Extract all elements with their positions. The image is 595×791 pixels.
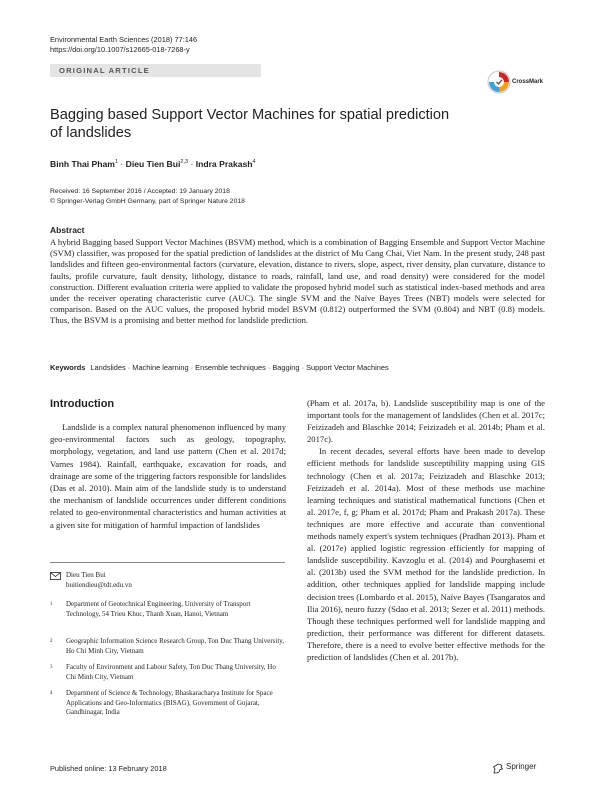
intro-paragraph: Landslide is a complex natural phenomenon influenced by many geo-environmental factors such as geology, topography, morphology, vegetation, and land use pattern (Chen et al. 2017d; Varnes 1984). Rainfall, earthquake, excavation for roads, and drainage are some of the triggering factors responsible for landslides (Das et al. 2010). Main aim of the landslide study is to understand the mechanism of landslide occurrences under different conditions related to geo-environmental characteristics and human activities at a given site for mitigation of harmful impaction of landslides bbox=[50, 422, 287, 530]
affiliation-text: Department of Science & Technology, Bhaskaracharya Institute for Space Applications and Geo-Informatics (BISAG), Government of Gujarat, Gandhinagar, India bbox=[66, 689, 273, 717]
springer-horse-icon bbox=[492, 763, 504, 774]
keywords bbox=[50, 363, 389, 373]
affiliation-text: Geographic Information Science Research Group, Ton Duc Thang University, Ho Chi Minh City, Vietnam bbox=[66, 637, 285, 655]
abstract-heading: Abstract bbox=[50, 225, 85, 235]
author-affiliation-marker: 4 bbox=[252, 159, 256, 165]
corresponding-author-name: Dieu Tien Bui bbox=[66, 571, 106, 579]
intro-paragraph: (Pham et al. 2017a, b). Landslide susceptibility map is one of the important tools for the management of landslides (Chen et al. 2017c; Feizizadeh and Blaschke 2014; Feizizadeh et al. 2014b; Pham et al. 2017c). bbox=[307, 398, 545, 445]
article-type-label: ORIGINAL ARTICLE bbox=[59, 66, 150, 75]
title-line-2: of landslides bbox=[50, 125, 132, 141]
intro-column-right bbox=[307, 397, 545, 663]
journal-header bbox=[50, 35, 197, 55]
author-name[interactable]: Indra Prakash bbox=[195, 158, 253, 169]
title-line-1: Bagging based Support Vector Machines for spatial prediction bbox=[50, 107, 450, 123]
footnote-divider bbox=[50, 562, 285, 563]
doi-link[interactable]: https://doi.org/10.1007/s12665-018-7268-y bbox=[50, 45, 190, 54]
crossmark-icon bbox=[487, 70, 511, 94]
author-name[interactable]: Binh Thai Pham bbox=[50, 158, 115, 169]
keywords-label: Keywords bbox=[50, 363, 86, 372]
author-separator: · bbox=[118, 158, 126, 169]
article-title bbox=[50, 106, 520, 142]
article-type-banner bbox=[50, 64, 261, 77]
affiliation-number: 4 bbox=[50, 691, 53, 696]
article-history bbox=[50, 187, 245, 206]
author-name[interactable]: Dieu Tien Bui bbox=[125, 158, 181, 169]
keywords-list: Landslides · Machine learning · Ensemble techniques · Bagging · Support Vector Machines bbox=[90, 363, 389, 372]
affiliation-number: 3 bbox=[50, 665, 53, 670]
affiliation-text: Department of Geotechnical Engineering, University of Transport Technology, 54 Trieu Khuc, Thanh Xuan, Hanoi, Vietnam bbox=[66, 600, 251, 618]
intro-column-left bbox=[50, 421, 286, 531]
author-separator: · bbox=[188, 158, 196, 169]
crossmark-badge[interactable] bbox=[487, 70, 547, 96]
copyright-notice: © Springer-Verlag GmbH Germany, part of Springer Nature 2018 bbox=[50, 197, 245, 205]
affiliation-number: 1 bbox=[50, 602, 53, 607]
received-accepted-dates: Received: 16 September 2016 / Accepted: 19 January 2018 bbox=[50, 188, 230, 195]
abstract-text: A hybrid Bagging based Support Vector Machines (BSVM) method, which is a combination of Bagging Ensemble and Support Vector Machine (SVM) classifier, was proposed for the spatial prediction of landslides at the district of Mu Cang Chai, Viet Nam. In the present study, 248 past landslides and fifteen geo-environmental factors (curvature, elevation, distance to rivers, slope, aspect, river density, plan curvature, distance to faults, profile curvature, fault density, lithology, distance to roads, rainfall, land use, and road density) were considered for the model construction. Different evaluation criteria were applied to validate the proposed hybrid model such as statistical index-based methods and area under the receiver operating characteristic curve (AUC). The single SVM and the Naïve Bayes Trees (NBT) models were selected for comparison. Based on the AUC values, the proposed hybrid model BSVM (0.812) outperformed the SVM (0.804) and NBT (0.8) models. Thus, the BSVM is a promising and better method for landslide prediction. bbox=[50, 237, 545, 326]
envelope-icon bbox=[50, 572, 61, 580]
author-list bbox=[50, 157, 256, 170]
author-affiliation-marker: 1 bbox=[114, 159, 118, 165]
affiliation-number: 2 bbox=[50, 639, 53, 644]
author-affiliation-marker: 2,3 bbox=[180, 159, 189, 165]
published-online-date: Published online: 13 February 2018 bbox=[50, 764, 167, 773]
journal-citation: Environmental Earth Sciences (2018) 77:146 bbox=[50, 35, 198, 44]
springer-logo bbox=[492, 762, 552, 774]
affiliation-text: Faculty of Environment and Labour Safety, Ton Duc Thang University, Ho Chi Minh City, Vietnam bbox=[66, 663, 276, 681]
springer-wordmark: Springer bbox=[506, 762, 537, 771]
section-heading-introduction: Introduction bbox=[50, 398, 115, 410]
corresponding-author-email[interactable]: buitiendieu@tdt.edu.vn bbox=[66, 580, 132, 589]
intro-paragraph: In recent decades, several efforts have been made to develop efficient methods for landslide susceptibility mapping using GIS technology (Chen et al. 2017a; Feizizadeh and Blaschke 2013; Feizizadeh et al. 2014a). Most of these methods use machine learning techniques and statistical mathematical functions (Chen et al. 2017e, f, g; Pham et al. 2017d; Pham and Prakash 2017a). These techniques are more effective and accurate than conventional methods namely expert's system techniques (Pradhan 2013). Pham et al. (2017e) applied logistic regression efficiently for mapping of landslide susceptibility. Kavzoglu et al. (2014) and Pourghasemi et al. (2013b) used the SVM method for the landslide prediction. In addition, other techniques applied for landslide mapping include decision trees (Lombardo et al. 2015), Naïve Bayes (Tsangaratos and Ilia 2016), neuro fuzzy (Sdao et al. 2013; Sezer et al. 2011) methods. Though these techniques performed well for landslide mapping and prediction, their performance was different for different datasets. Therefore, there is a need to evolve better effective methods for the prediction of landslides (Chen et al. 2017b). bbox=[307, 446, 545, 662]
crossmark-label: CrossMark bbox=[512, 79, 544, 85]
